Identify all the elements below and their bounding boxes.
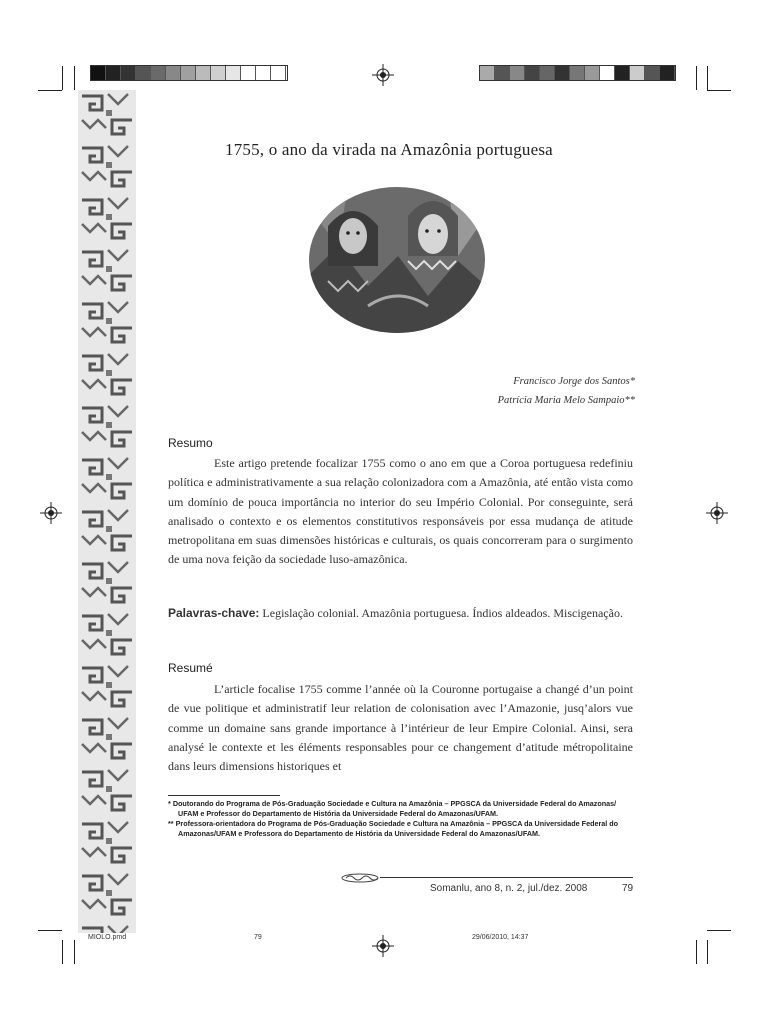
color-swatch — [630, 66, 645, 80]
footnotes — [168, 799, 638, 839]
article-title: 1755, o ano da virada na Amazônia portuguesa — [225, 140, 553, 159]
color-swatch — [495, 66, 510, 80]
color-swatch — [555, 66, 570, 80]
color-swatch — [570, 66, 585, 80]
registration-mark-icon — [372, 935, 394, 957]
registration-mark-icon — [372, 64, 394, 86]
color-swatch — [241, 66, 256, 80]
color-bar-left — [90, 65, 288, 81]
crop-mark-bottom-left-v2 — [74, 940, 75, 964]
artwork-illustration — [308, 186, 486, 334]
crop-mark-top-left-h — [38, 90, 62, 91]
keywords-paragraph — [168, 604, 633, 623]
color-swatch — [106, 66, 121, 80]
ornamental-pattern — [78, 90, 136, 933]
footnote-mark: * — [168, 799, 171, 808]
color-swatch — [615, 66, 630, 80]
footnote-rule — [168, 795, 280, 796]
color-swatch — [151, 66, 166, 80]
crop-mark-bottom-right-h — [707, 930, 731, 931]
author-list — [498, 372, 635, 410]
color-swatch — [645, 66, 660, 80]
resume-heading: Resumé — [168, 661, 213, 675]
slug-datetime: 29/06/2010, 14:37 — [472, 934, 529, 941]
crop-mark-top-left-v1 — [62, 66, 63, 90]
crop-mark-top-right-v2 — [707, 66, 708, 90]
journal-citation: Somanlu, ano 8, n. 2, jul./dez. 2008 — [430, 883, 588, 894]
author-name: Francisco Jorge dos Santos* — [513, 376, 635, 387]
slug-page: 79 — [254, 934, 262, 941]
color-bar-right — [479, 65, 676, 81]
color-swatch — [600, 66, 615, 80]
footnote-text: Doutorando do Programa de Pós-Graduação Sociedade e Cultura na Amazônia – PPGSCA da Universidade Federal do Amazonas/ — [172, 799, 617, 808]
crop-mark-top-right-h — [707, 90, 731, 91]
color-swatch — [226, 66, 241, 80]
crop-mark-top-right-v1 — [696, 66, 697, 90]
page-number: 79 — [622, 883, 634, 894]
color-swatch — [480, 66, 495, 80]
footnote-continuation: UFAM e Professor do Departamento de História da Universidade Federal do Amazonas/UFAM. — [178, 809, 499, 818]
resumo-heading: Resumo — [168, 436, 213, 450]
color-swatch — [585, 66, 600, 80]
crop-mark-bottom-left-v1 — [62, 940, 63, 964]
color-swatch — [660, 66, 675, 80]
keywords-label: Palavras-chave: — [168, 606, 260, 620]
color-swatch — [211, 66, 226, 80]
color-swatch — [271, 66, 286, 80]
footnote-mark: ** — [168, 819, 174, 828]
author-name: Patrícia Maria Melo Sampaio** — [497, 395, 635, 406]
color-swatch — [256, 66, 271, 80]
registration-mark-icon — [40, 502, 62, 524]
crop-mark-top-left-v2 — [74, 66, 75, 90]
crop-mark-bottom-right-v1 — [696, 940, 697, 964]
footnote — [168, 819, 638, 829]
resume-text: L’article focalise 1755 comme l’année où la Couronne portugaise a changé d’un point de vue politique et administratif leur relation de colonisation avec l’Amazonie, jusq’alors vue comme un domaine sans grande importance à l’intérieur de leur Empire Colonial. Ainsi, sera analysé le contexte et les éléments responsables pour ce changement d’atitude métropolitaine dans leurs dimensions historiques et — [168, 682, 633, 774]
resumo-text: Este artigo pretende focalizar 1755 como o ano em que a Coroa portuguesa redefiniu política e administrativamente a sua relação colonizadora com a Amazônia, até então vista como um domínio de pouca importância no interior do seu Império Colonial. Por conseguinte, será analisado o contexto e os elementos constitutivos responsáveis por essa mudança de atitude metropolitana em suas dimensões históricas e culturais, os quais concorreram para o surgimento de uma nova feição da sociedade luso-amazônica. — [168, 456, 633, 567]
color-swatch — [525, 66, 540, 80]
color-swatch — [540, 66, 555, 80]
color-swatch — [91, 66, 106, 80]
color-swatch — [121, 66, 136, 80]
footer-ornament-icon — [340, 872, 380, 884]
crop-mark-bottom-left-h — [38, 930, 62, 931]
footnote — [168, 799, 638, 809]
registration-mark-icon — [706, 502, 728, 524]
color-swatch — [510, 66, 525, 80]
resume-paragraph — [168, 680, 633, 776]
footnote-continuation: Amazonas/UFAM e Professora do Departamento de História da Universidade Federal do Amazonas/UFAM. — [178, 829, 540, 838]
color-swatch — [166, 66, 181, 80]
color-swatch — [196, 66, 211, 80]
resumo-paragraph — [168, 454, 633, 570]
footer-rule — [380, 877, 633, 878]
keywords-text: Legislação colonial. Amazônia portuguesa. Índios aldeados. Miscigenação. — [262, 606, 623, 620]
crop-mark-bottom-right-v2 — [707, 940, 708, 964]
color-swatch — [136, 66, 151, 80]
slug-filename: MIOLO.pmd — [88, 934, 127, 941]
color-swatch — [181, 66, 196, 80]
decorative-border — [78, 90, 136, 933]
footnote-text: Professora-orientadora do Programa de Pós-Graduação Sociedade e Cultura na Amazônia – PPGSCA da Universidade Federal do — [175, 819, 619, 828]
